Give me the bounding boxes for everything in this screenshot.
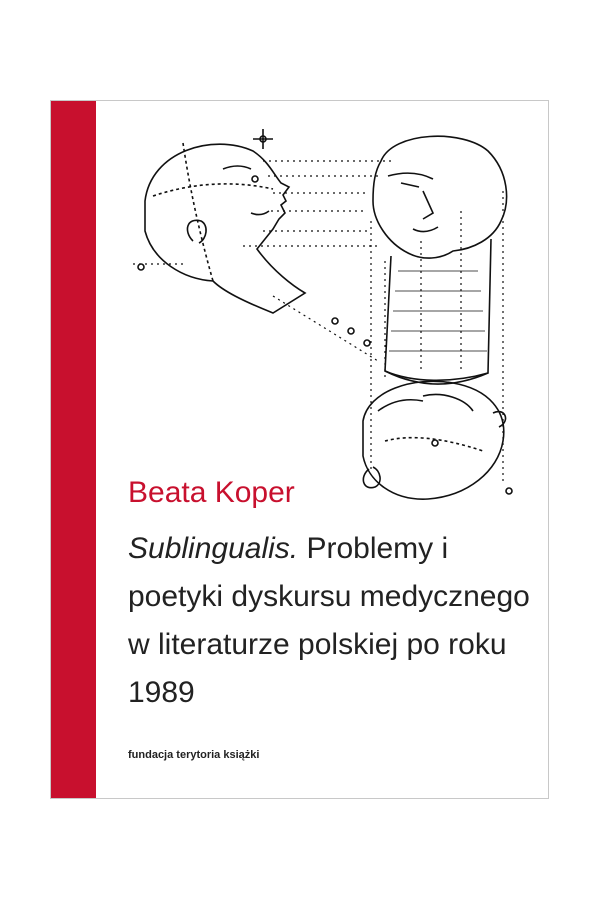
book-title — [128, 525, 538, 717]
book-title-rest: Problemy i poetyki dyskursu medycznego w literaturze polskiej po roku 1989 — [128, 532, 530, 709]
publisher-name: fundacja terytoria książki — [128, 749, 260, 761]
book-title-italic: Sublingualis. — [128, 532, 299, 565]
author-name: Beata Koper — [128, 476, 295, 509]
book-cover — [50, 100, 549, 799]
anatomical-heads-woodcut-icon — [123, 121, 523, 521]
red-spine-band — [51, 101, 96, 798]
